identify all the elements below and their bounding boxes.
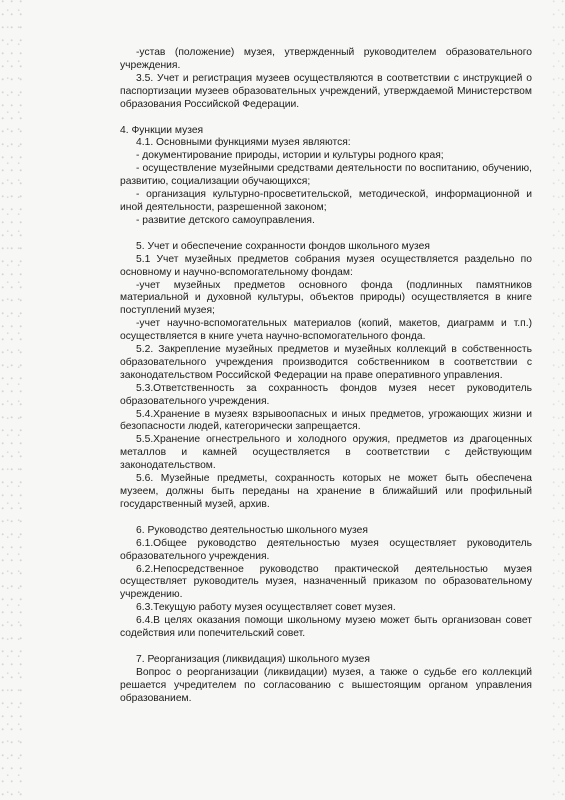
paragraph-gap bbox=[120, 112, 532, 125]
paragraph-gap bbox=[120, 228, 532, 241]
paragraph: 4.1. Основными функциями музея являются: bbox=[136, 137, 351, 149]
paragraph: Вопрос о реорганизации (ликвидации) музея, а также о судьбе его коллекций решается учредителем по согласованию с вышестоящим органом управления образованием. bbox=[120, 666, 532, 704]
paragraph: - организация культурно-просветительской, методической, информационной и иной деятельности, разрешенной законом; bbox=[120, 189, 532, 213]
paragraph: 5.5.Хранение огнестрельного и холодного оружия, предметов из драгоценных металлов и камней осуществляется в соответствии с действующим законодательством. bbox=[120, 434, 532, 472]
section-heading: 4. Функции музея bbox=[120, 124, 204, 136]
scan-edge-right bbox=[551, 0, 565, 800]
paragraph: -учет музейных предметов основного фонда (подлинных памятников материальной и духовной культуры, объектов природы) осуществляется в книге поступлений музея; bbox=[120, 279, 532, 317]
paragraph: - развитие детского самоуправления. bbox=[136, 214, 315, 226]
paragraph: 3.5. Учет и регистрация музеев осуществляются в соответствии с инструкцией о паспортизации музеев образовательных учреждений, утверждаемой Министерством образования Российской Федерации. bbox=[120, 72, 532, 110]
paragraph: 5.3.Ответственность за сохранность фондов музея несет руководитель образовательного учреждения. bbox=[120, 382, 532, 407]
paragraph: 5.1 Учет музейных предметов собрания музея осуществляется раздельно по основному и научно-вспомогательному фондам: bbox=[120, 253, 532, 278]
document-body bbox=[120, 47, 532, 706]
paragraph: 5.4.Хранение в музеях взрывоопасных и иных предметов, угрожающих жизни и безопасности людей, категорически запрещается. bbox=[120, 408, 532, 433]
paragraph: - осуществление музейными средствами деятельности по воспитанию, обучению, развитию, социализации обучающихся; bbox=[120, 163, 532, 188]
paragraph: 6.1.Общее руководство деятельностью музея осуществляет руководитель образовательного учреждения. bbox=[120, 537, 532, 562]
paragraph: 6.4.В целях оказания помощи школьному музею может быть организован совет содействия или попечительский совет. bbox=[120, 615, 532, 640]
paragraph-gap bbox=[120, 641, 532, 654]
paragraph: 6.3.Текущую работу музея осуществляет совет музея. bbox=[136, 602, 396, 614]
paragraph: - документирование природы, истории и культуры родного края; bbox=[136, 150, 444, 162]
paragraph: 5. Учет и обеспечение сохранности фондов школьного музея bbox=[136, 240, 430, 252]
paragraph: 6. Руководство деятельностью школьного музея bbox=[136, 524, 368, 536]
paragraph: -устав (положение) музея, утвержденный руководителем образовательного учреждения. bbox=[120, 47, 532, 71]
paragraph: 5.2. Закрепление музейных предметов и музейных коллекций в собственность образовательного учреждения производится собственником в соответствии с законодательством Российской Федерации на праве оперативного управления. bbox=[120, 344, 532, 381]
paragraph: 6.2.Непосредственное руководство практической деятельностью музея осуществляет руководитель музея, назначенный приказом по образовательному учреждению. bbox=[120, 563, 532, 601]
paragraph: 5.6. Музейные предметы, сохранность которых не может быть обеспечена музеем, должны быть переданы на хранение в ближайший или профильный государственный музей, архив. bbox=[120, 473, 532, 510]
paragraph: 7. Реорганизация (ликвидация) школьного музея bbox=[136, 653, 370, 665]
scan-edge-left bbox=[0, 0, 22, 800]
paragraph-gap bbox=[120, 512, 532, 525]
paragraph: -учет научно-вспомогательных материалов (копий, макетов, диаграмм и т.п.) осуществляется в книге учета научно-вспомогательного фонда. bbox=[120, 318, 532, 343]
